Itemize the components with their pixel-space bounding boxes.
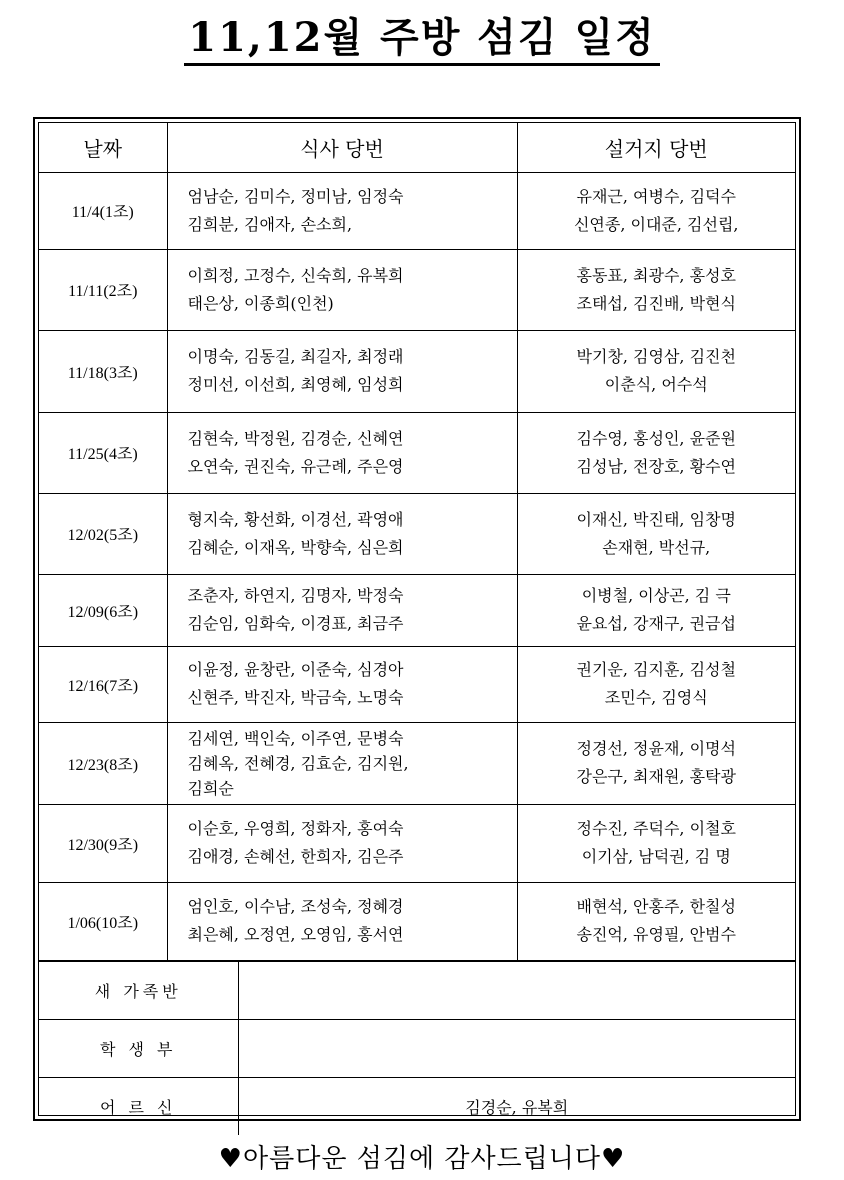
meal-duty-cell — [167, 330, 517, 412]
meal-duty-cell — [167, 493, 517, 574]
group-value: 김경순, 유복희 — [238, 1077, 795, 1135]
dish-duty-names: 손재현, 박선규, — [602, 537, 711, 557]
dish-duty-names: 홍동표, 최광수, 홍성호 — [576, 265, 736, 285]
schedule-row — [39, 330, 795, 412]
group-label: 새 가족반 — [39, 961, 238, 1019]
dish-duty-names: 강은구, 최재원, 홍탁광 — [576, 767, 736, 786]
row-date: 11/18(3조) — [39, 330, 167, 412]
meal-duty-names: 형지숙, 황선화, 이경선, 곽영애 — [187, 509, 404, 529]
dish-duty-cell — [517, 804, 795, 882]
meal-duty-names: 엄인호, 이수남, 조성숙, 정혜경 — [187, 897, 404, 916]
meal-duty-names: 김희순 — [187, 778, 234, 798]
meal-duty-names: 김세연, 백인숙, 이주연, 문병숙 — [187, 728, 404, 748]
group-label: 학 생 부 — [39, 1019, 238, 1077]
schedule-table — [39, 123, 795, 961]
page-title: 11,12월 주방 섬김 일정 — [184, 14, 660, 66]
extra-table — [39, 961, 795, 1135]
dish-duty-names: 신연종, 이대준, 김선립, — [573, 214, 739, 234]
dish-duty-cell — [517, 330, 795, 412]
schedule-row — [39, 412, 795, 493]
group-value — [238, 961, 795, 1019]
schedule-row — [39, 804, 795, 882]
meal-duty-names: 김애경, 손혜선, 한희자, 김은주 — [187, 847, 404, 866]
page-title-wrap — [0, 14, 844, 62]
dish-duty-names: 정수진, 주덕수, 이철호 — [576, 819, 736, 838]
dish-duty-names: 윤요섭, 강재구, 권금섭 — [576, 614, 736, 633]
schedule-row — [39, 646, 795, 722]
group-row — [39, 1077, 795, 1135]
row-date: 12/02(5조) — [39, 493, 167, 574]
row-date: 11/4(1조) — [39, 172, 167, 249]
group-row — [39, 1019, 795, 1077]
header-row — [39, 123, 795, 172]
meal-duty-names: 조춘자, 하연지, 김명자, 박정숙 — [187, 586, 404, 605]
dish-duty-cell — [517, 882, 795, 960]
meal-duty-names: 이희정, 고정수, 신숙희, 유복희 — [187, 265, 404, 285]
row-date: 12/16(7조) — [39, 646, 167, 722]
schedule-frame — [33, 117, 801, 1121]
header-dishes: 설거지 당번 — [517, 123, 795, 172]
row-date: 1/06(10조) — [39, 882, 167, 960]
dish-duty-names: 권기운, 김지훈, 김성철 — [576, 660, 736, 679]
meal-duty-cell — [167, 249, 517, 330]
meal-duty-cell — [167, 882, 517, 960]
meal-duty-names: 오연숙, 권진숙, 유근례, 주은영 — [187, 456, 404, 476]
footer-message: ♥아름다운 섬김에 감사드립니다♥ — [218, 1144, 626, 1174]
meal-duty-names: 정미선, 이선희, 최영혜, 임성희 — [187, 375, 404, 394]
dish-duty-cell — [517, 722, 795, 804]
meal-duty-names: 김희분, 김애자, 손소희, — [187, 214, 353, 234]
group-label: 어 르 신 — [39, 1077, 238, 1135]
meal-duty-names: 김혜옥, 전혜경, 김효순, 김지원, — [187, 753, 409, 773]
dish-duty-cell — [517, 412, 795, 493]
schedule-inner — [38, 122, 796, 1116]
meal-duty-names: 엄남순, 김미수, 정미남, 임정숙 — [187, 186, 404, 206]
dish-duty-cell — [517, 249, 795, 330]
dish-duty-cell — [517, 574, 795, 646]
meal-duty-names: 최은혜, 오정연, 오영임, 홍서연 — [187, 925, 404, 944]
meal-duty-names: 김현숙, 박정원, 김경순, 신혜연 — [187, 428, 404, 448]
meal-duty-names: 이윤정, 윤창란, 이준숙, 심경아 — [187, 660, 404, 679]
dish-duty-names: 이재신, 박진태, 임창명 — [576, 509, 736, 529]
group-value — [238, 1019, 795, 1077]
row-date: 11/25(4조) — [39, 412, 167, 493]
dish-duty-cell — [517, 646, 795, 722]
meal-duty-cell — [167, 646, 517, 722]
row-date: 12/30(9조) — [39, 804, 167, 882]
header-meal: 식사 당번 — [167, 123, 517, 172]
dish-duty-names: 이기삼, 남덕권, 김 명 — [581, 847, 731, 866]
meal-duty-cell — [167, 722, 517, 804]
row-date: 12/23(8조) — [39, 722, 167, 804]
schedule-row — [39, 249, 795, 330]
dish-duty-names: 송진억, 유영필, 안범수 — [576, 925, 736, 944]
meal-duty-cell — [167, 574, 517, 646]
schedule-row — [39, 172, 795, 249]
dish-duty-names: 정경선, 정윤재, 이명석 — [576, 739, 736, 758]
meal-duty-names: 이순호, 우영희, 정화자, 홍여숙 — [187, 819, 404, 838]
header-date: 날짜 — [39, 123, 167, 172]
group-row — [39, 961, 795, 1019]
dish-duty-names: 배현석, 안홍주, 한칠성 — [576, 897, 736, 916]
row-date: 11/11(2조) — [39, 249, 167, 330]
dish-duty-names: 이춘식, 어수석 — [604, 375, 708, 394]
dish-duty-cell — [517, 172, 795, 249]
dish-duty-cell — [517, 493, 795, 574]
schedule-row — [39, 574, 795, 646]
meal-duty-names: 태은상, 이종희(인천) — [187, 293, 334, 313]
schedule-row — [39, 493, 795, 574]
dish-duty-names: 이병철, 이상곤, 김 극 — [581, 586, 731, 605]
dish-duty-names: 김수영, 홍성인, 윤준원 — [576, 428, 736, 448]
schedule-row — [39, 722, 795, 804]
meal-duty-names: 이명숙, 김동길, 최길자, 최정래 — [187, 347, 404, 366]
meal-duty-names: 김순임, 임화숙, 이경표, 최금주 — [187, 614, 404, 633]
dish-duty-names: 김성남, 전장호, 황수연 — [576, 456, 736, 476]
dish-duty-names: 유재근, 여병수, 김덕수 — [576, 186, 736, 206]
schedule-row — [39, 882, 795, 960]
meal-duty-cell — [167, 412, 517, 493]
meal-duty-names: 김혜순, 이재옥, 박향숙, 심은희 — [187, 537, 404, 557]
dish-duty-names: 박기창, 김영삼, 김진천 — [576, 347, 736, 366]
dish-duty-names: 조태섭, 김진배, 박현식 — [576, 293, 736, 313]
dish-duty-names: 조민수, 김영식 — [604, 688, 708, 707]
meal-duty-cell — [167, 804, 517, 882]
row-date: 12/09(6조) — [39, 574, 167, 646]
meal-duty-names: 신현주, 박진자, 박금숙, 노명숙 — [187, 688, 404, 707]
meal-duty-cell — [167, 172, 517, 249]
